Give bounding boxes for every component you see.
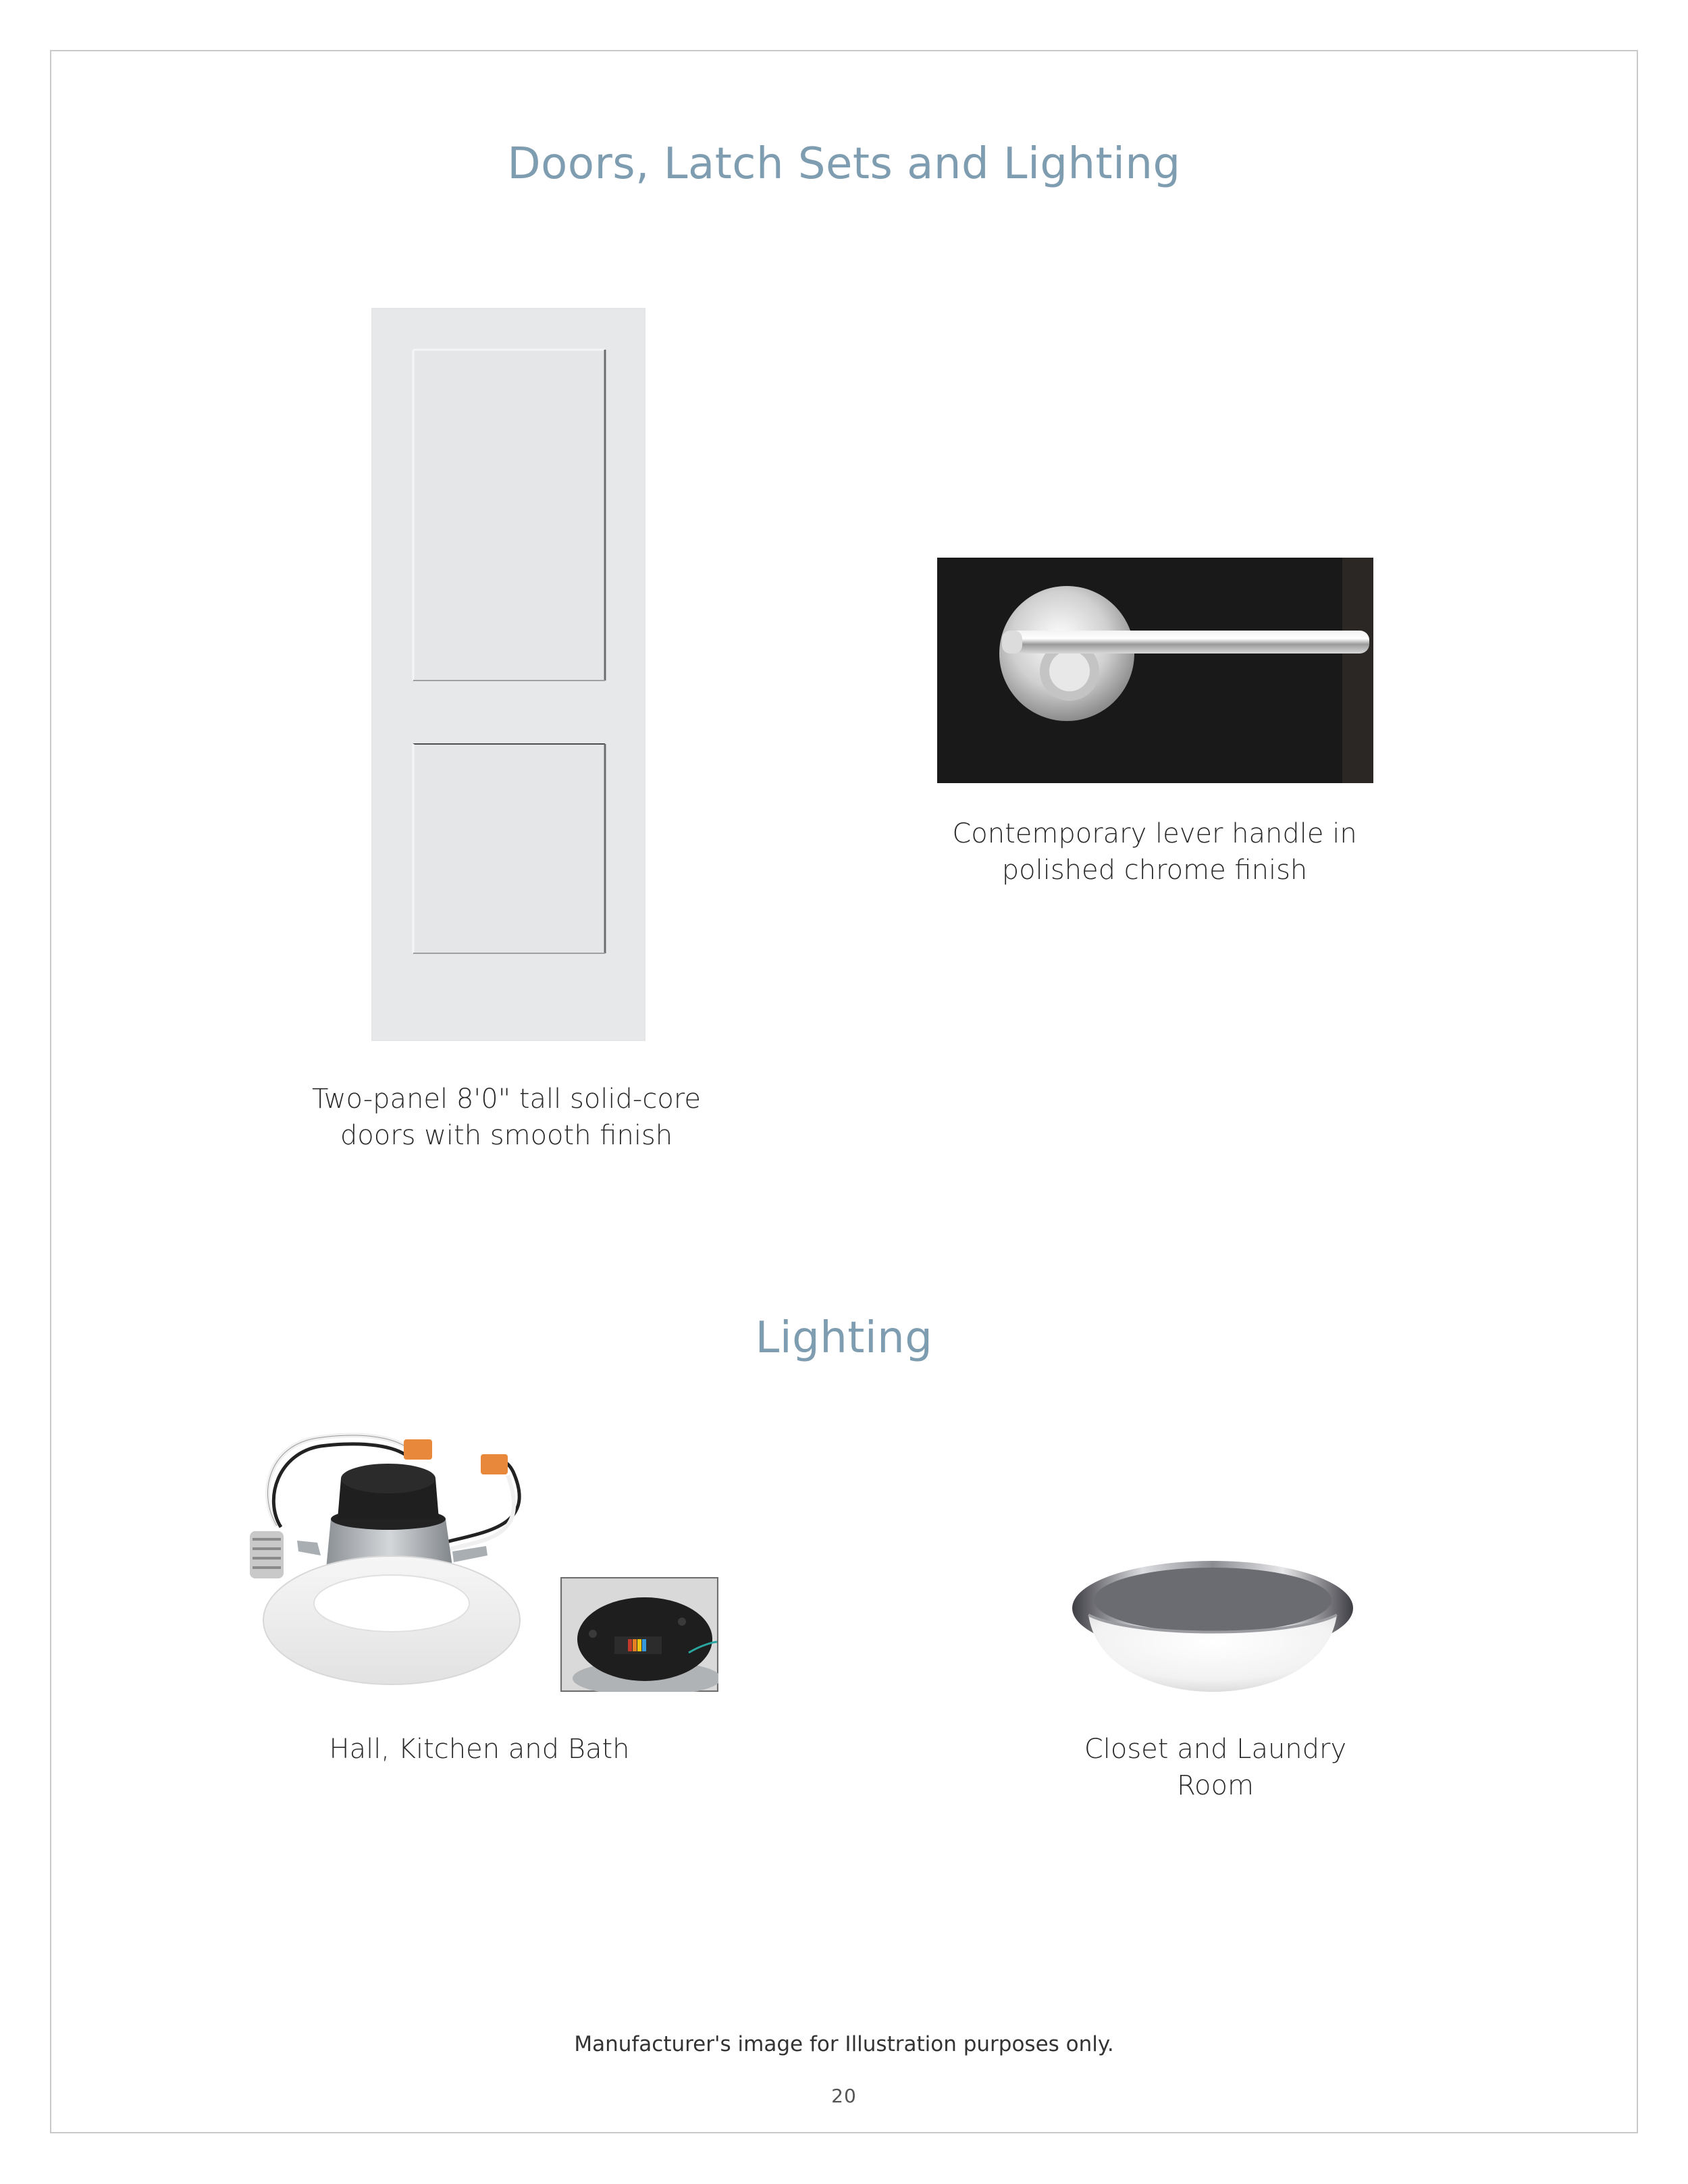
flush-mount-fixture-image	[1070, 1550, 1356, 1705]
footer-disclaimer: Manufacturer's image for Illustration purposes only.	[574, 2032, 1114, 2056]
door-caption	[304, 1081, 709, 1154]
section-title-lighting: Lighting	[755, 1313, 933, 1363]
lever-handle-image	[937, 558, 1373, 783]
handle-caption	[918, 816, 1391, 888]
door-caption-line-1: Two-panel 8'0" tall solid-core	[311, 1084, 701, 1115]
flush-mount-caption-line-1: Closet and Laundry	[1084, 1734, 1347, 1765]
driver-detail-inset-image	[560, 1577, 718, 1692]
two-panel-door-image	[371, 308, 645, 1041]
page-frame	[50, 50, 1638, 2133]
page-number: 20	[831, 2085, 857, 2107]
flush-mount-caption	[1013, 1731, 1418, 1804]
section-title-doors: Doors, Latch Sets and Lighting	[507, 139, 1181, 189]
flush-mount-caption-line-2: Room	[1177, 1770, 1254, 1801]
handle-caption-line-1: Contemporary lever handle in	[952, 818, 1357, 849]
recessed-downlight-image	[230, 1411, 540, 1695]
door-caption-line-2: doors with smooth finish	[340, 1120, 673, 1151]
handle-caption-line-2: polished chrome finish	[1001, 855, 1308, 886]
recessed-caption: Hall, Kitchen and Bath	[329, 1734, 630, 1765]
